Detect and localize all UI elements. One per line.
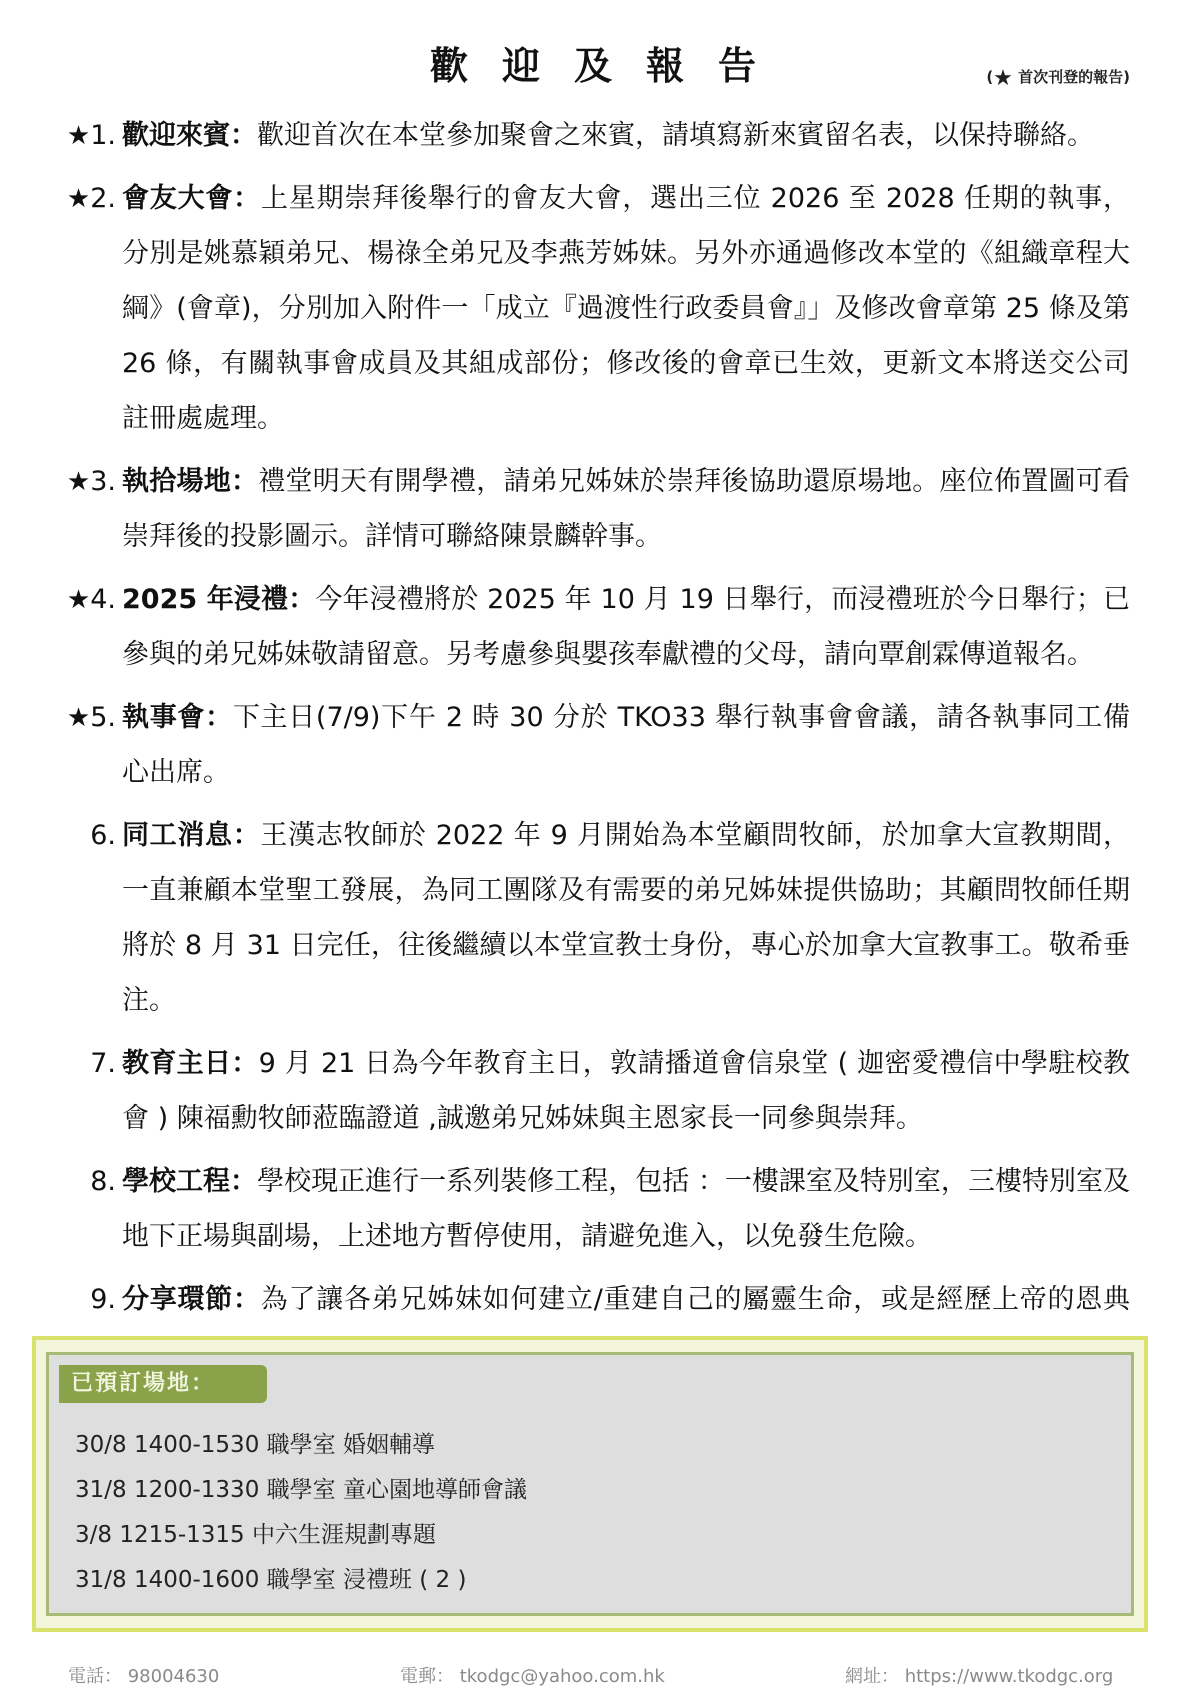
item-heading: 學校工程：	[122, 1166, 258, 1197]
star-icon: ★	[66, 121, 91, 151]
legend-text: 首次刊登的報告)	[1018, 68, 1130, 86]
item-number	[56, 808, 116, 863]
item-number	[56, 171, 116, 227]
item-text: 學校現正進行一系列裝修工程，包括 ：一樓課室及特別室，三樓特別室及地下正場與副場，上述地方暫停使用，請避免進入，以免發生危險。	[122, 1166, 1130, 1252]
announcement-item	[56, 1036, 1130, 1146]
item-index: 5.	[90, 702, 116, 733]
announcement-list	[56, 108, 1130, 1382]
item-heading: 2025 年浸禮：	[122, 584, 316, 615]
item-text: 今年浸禮將於 2025 年 10 月 19 日舉行，而浸禮班於今日舉行；已參與的弟兄姊妹敬請留意。另考慮參與嬰孩奉獻禮的父母，請向覃創霖傳道報名。	[122, 584, 1131, 670]
star-icon: ★	[66, 184, 91, 214]
announcement-item	[56, 572, 1130, 682]
item-index: 3.	[90, 466, 116, 497]
announcement-item	[56, 171, 1130, 446]
venue-booking-box	[32, 1336, 1148, 1632]
item-text: 9 月 21 日為今年教育主日，敦請播道會信泉堂 ( 迦密愛禮信中學駐校教會 ) 陳福勳牧師蒞臨證道 ,誠邀弟兄姊妹與主恩家長一同參與崇拜。	[122, 1048, 1130, 1134]
venue-booking-panel	[46, 1352, 1134, 1616]
star-icon: ★	[66, 467, 91, 497]
announcement-item	[56, 454, 1130, 564]
item-number	[56, 1036, 116, 1091]
item-index: 9.	[90, 1284, 116, 1315]
announcement-item	[56, 690, 1130, 800]
booking-entry: 31/8 1200-1330 職學室 童心園地導師會議	[75, 1477, 527, 1503]
star-icon: ★	[66, 703, 91, 733]
booking-entry: 30/8 1400-1530 職學室 婚姻輔導	[75, 1432, 435, 1458]
item-index: 8.	[90, 1166, 116, 1197]
item-heading: 教育主日：	[122, 1048, 259, 1079]
item-number	[56, 1272, 116, 1327]
item-index: 1.	[90, 120, 116, 151]
item-index: 7.	[90, 1048, 116, 1079]
page-title: 歡迎及報告	[429, 44, 790, 88]
item-text: 為了讓各弟兄姊妹如何建立/重建自己的屬靈生命，或是經歷上帝的恩典	[260, 1284, 1131, 1315]
item-heading: 歡迎來賓：	[122, 120, 257, 151]
item-heading: 同工消息：	[122, 820, 261, 851]
item-text: 下主日(7/9)下午 2 時 30 分於 TKO33 舉行執事會會議，請各執事同工備心出席。	[122, 702, 1131, 788]
item-text: 禮堂明天有開學禮，請弟兄姊妹於崇拜後協助還原場地。座位佈置圖可看崇拜後的投影圖示。詳情可聯絡陳景麟幹事。	[122, 466, 1130, 552]
star-legend	[986, 66, 1130, 91]
item-number	[56, 572, 116, 628]
item-number	[56, 1154, 116, 1209]
item-number	[56, 690, 116, 746]
star-icon: ★	[993, 66, 1013, 91]
footer-email[interactable]: 電郵： tkodgc@yahoo.com.hk	[400, 1666, 665, 1687]
announcement-item	[56, 108, 1130, 163]
footer-phone: 電話： 98004630	[68, 1666, 220, 1687]
footer-website[interactable]: 網址： https://www.tkodgc.org	[845, 1666, 1114, 1687]
item-heading: 執拾場地：	[122, 466, 259, 497]
item-number	[56, 454, 116, 510]
booking-entry: 31/8 1400-1600 職學室 浸禮班 ( 2 )	[75, 1567, 467, 1593]
legend-open-paren: (	[986, 68, 994, 86]
item-index: 6.	[90, 820, 116, 851]
item-index: 4.	[90, 584, 116, 615]
item-text: 王漢志牧師於 2022 年 9 月開始為本堂顧問牧師，於加拿大宣教期間，一直兼顧本堂聖工發展，為同工團隊及有需要的弟兄姊妹提供協助；其顧問牧師任期將於 8 月 31 日完任，往後繼續以本堂宣教士身份，專心於加拿大宣教事工。敬希垂注。	[122, 820, 1130, 1016]
footer	[0, 1662, 1200, 1692]
item-heading: 會友大會：	[122, 183, 261, 214]
booking-entry: 3/8 1215-1315 中六生涯規劃專題	[75, 1522, 437, 1548]
item-text: 上星期崇拜後舉行的會友大會，選出三位 2026 至 2028 任期的執事，分別是姚慕穎弟兄、楊祿全弟兄及李燕芳姊妹。另外亦通過修改本堂的《組織章程大綱》(會章)，分別加入附件一「成立『過渡性行政委員會』」及修改會章第 25 條及第 26 條，有關執事會成員及其組成部份；修改後的會章已生效，更新文本將送交公司註冊處處理。	[122, 183, 1130, 434]
star-icon: ★	[66, 585, 91, 615]
item-heading: 執事會：	[122, 702, 233, 733]
announcement-item	[56, 808, 1130, 1028]
item-heading: 分享環節：	[122, 1284, 261, 1315]
venue-booking-title: 已預訂場地：	[59, 1365, 267, 1403]
item-index: 2.	[90, 183, 116, 214]
item-number	[56, 108, 116, 164]
item-text: 歡迎首次在本堂參加聚會之來賓，請填寫新來賓留名表，以保持聯絡。	[257, 120, 1094, 151]
announcement-item	[56, 1154, 1130, 1264]
venue-booking-list	[75, 1423, 527, 1603]
